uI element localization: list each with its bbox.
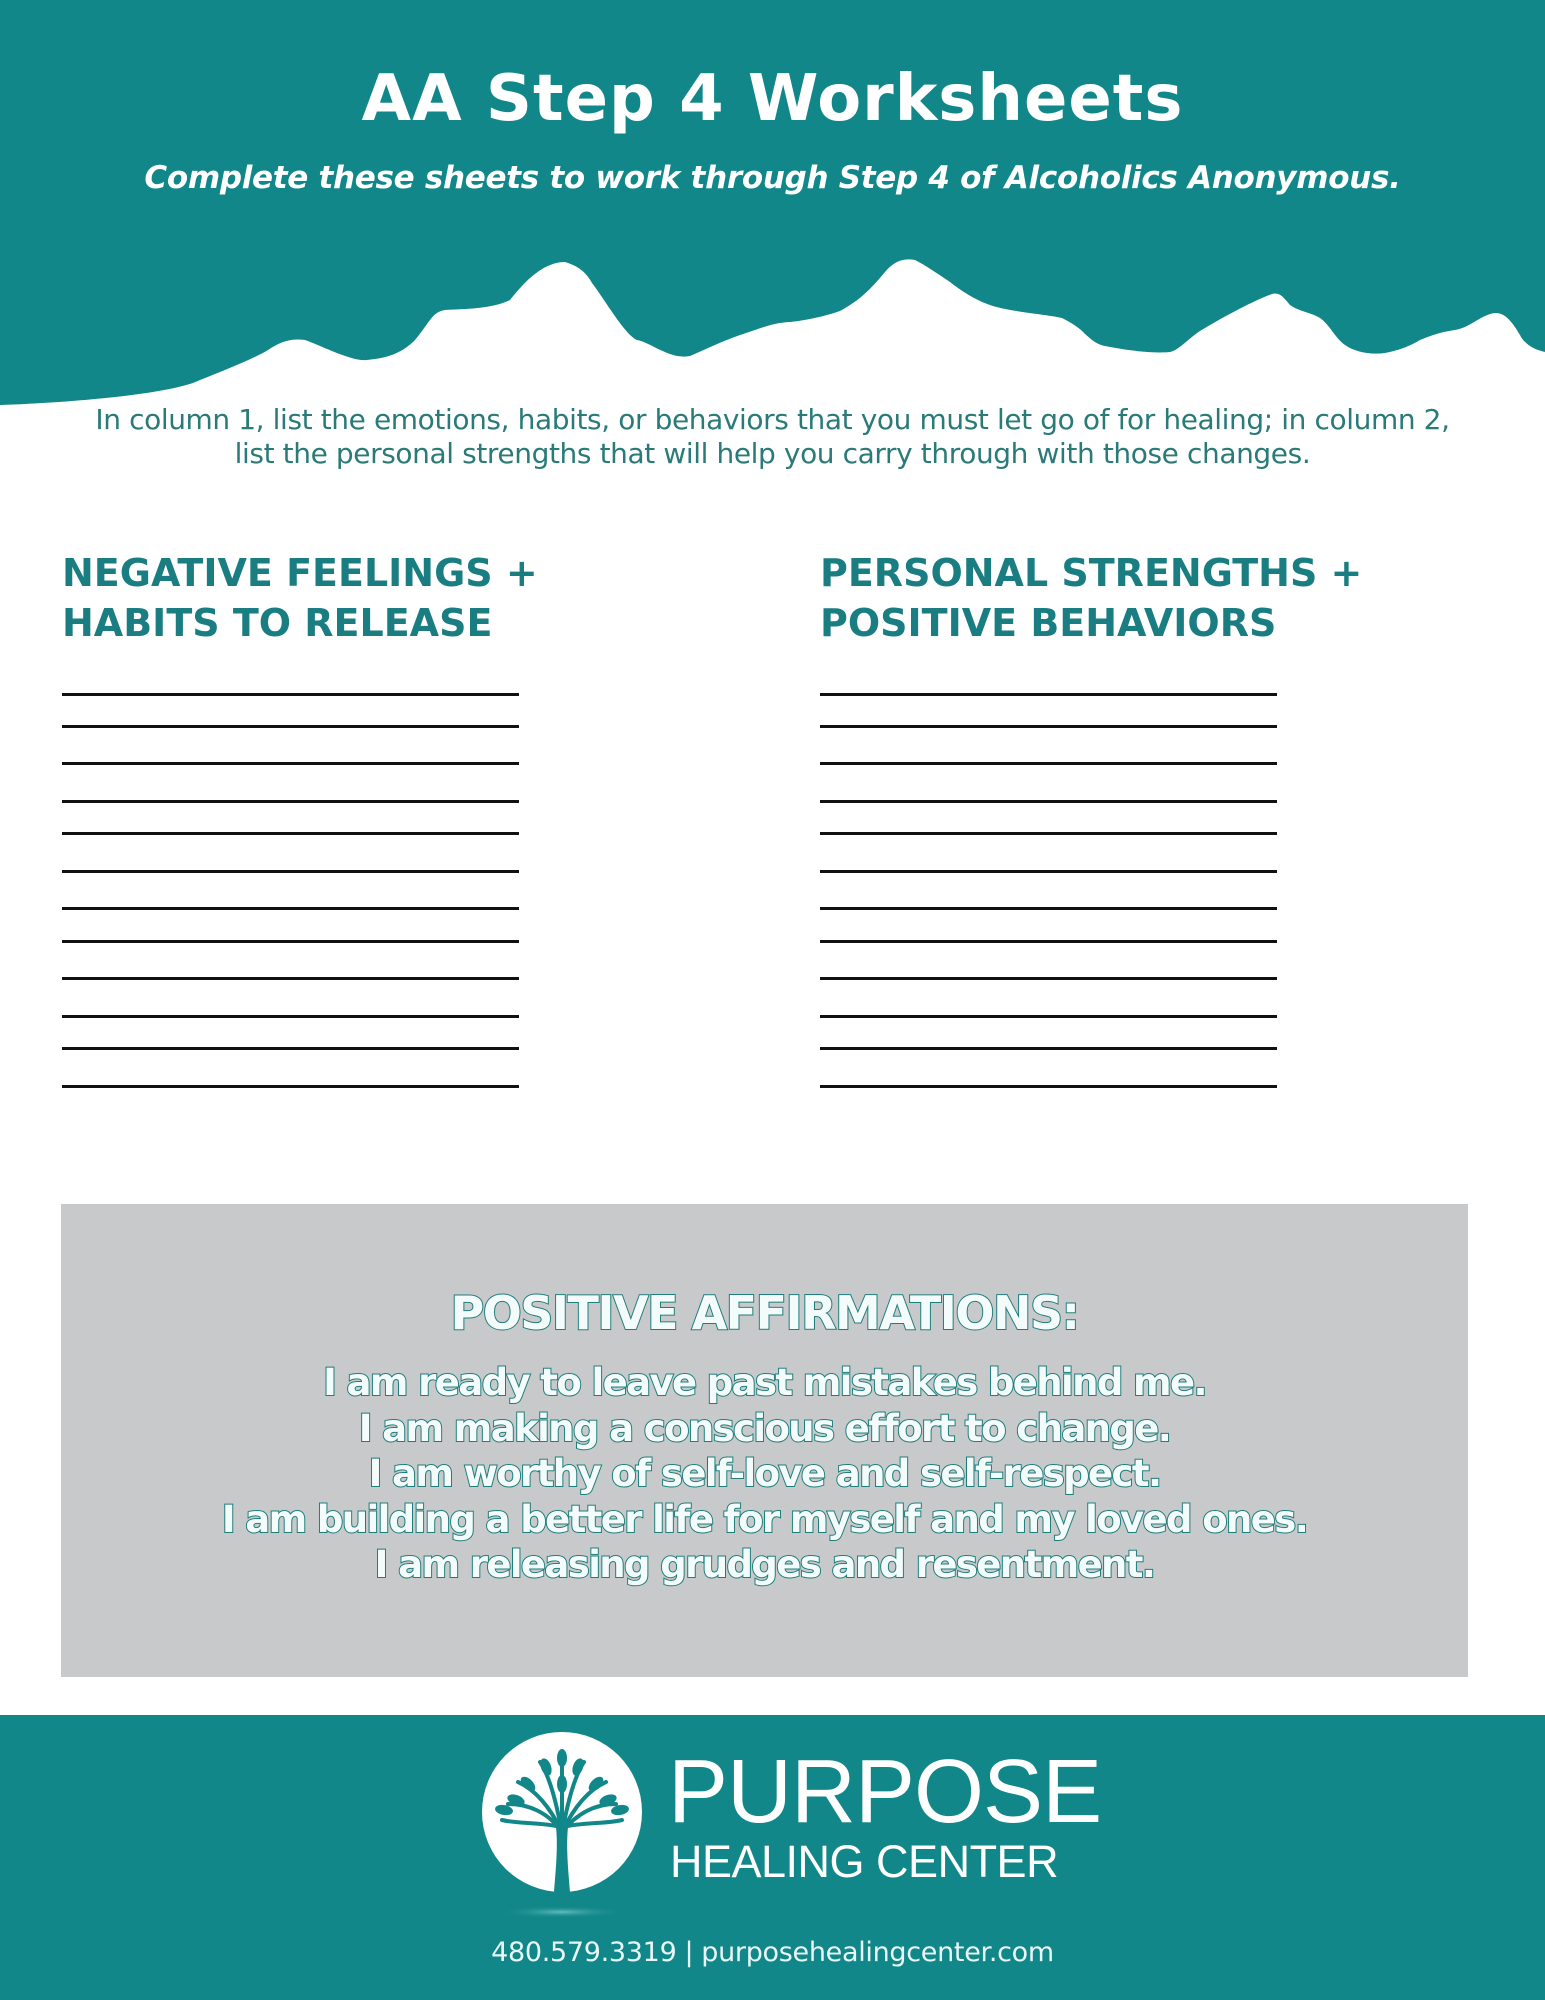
column-1-heading: [62, 548, 582, 648]
writing-line[interactable]: [820, 977, 1277, 980]
contact-separator: |: [684, 1937, 694, 1968]
writing-line[interactable]: [820, 800, 1277, 803]
positive-affirmations-box: [61, 1204, 1468, 1677]
writing-line[interactable]: [62, 1085, 519, 1088]
writing-line[interactable]: [820, 693, 1277, 696]
writing-line[interactable]: [62, 940, 519, 943]
affirmation-item: I am ready to leave past mistakes behind me.: [323, 1361, 1206, 1404]
instructions-line-2: list the personal strengths that will help you carry through with those changes.: [234, 437, 1311, 470]
column-1-heading-line-2: HABITS TO RELEASE: [62, 601, 493, 645]
writing-line[interactable]: [820, 832, 1277, 835]
affirmations-title: POSITIVE AFFIRMATIONS:: [450, 1286, 1079, 1340]
writing-line[interactable]: [820, 1047, 1277, 1050]
brand-name-line-2: HEALING CENTER: [670, 1836, 1059, 1887]
writing-line[interactable]: [820, 725, 1277, 728]
instructions-line-1: In column 1, list the emotions, habits, or behaviors that you must let go of for healing; in column 2,: [95, 403, 1450, 436]
contact-info: [0, 1937, 1545, 1968]
footer: [0, 1715, 1545, 2000]
column-1-heading-line-1: NEGATIVE FEELINGS +: [62, 551, 538, 595]
writing-line[interactable]: [62, 1015, 519, 1018]
writing-line[interactable]: [820, 870, 1277, 873]
writing-line[interactable]: [820, 1015, 1277, 1018]
writing-line[interactable]: [62, 762, 519, 765]
writing-line[interactable]: [820, 940, 1277, 943]
affirmation-item: I am worthy of self-love and self-respect.: [368, 1452, 1161, 1495]
writing-line[interactable]: [62, 977, 519, 980]
column-2-heading-line-2: POSITIVE BEHAVIORS: [820, 601, 1277, 645]
affirmation-item: I am releasing grudges and resentment.: [374, 1543, 1155, 1586]
writing-line[interactable]: [62, 1047, 519, 1050]
tree-in-circle-icon: [478, 1732, 646, 1922]
affirmation-item: I am building a better life for myself and my loved ones.: [221, 1497, 1308, 1541]
writing-line[interactable]: [62, 725, 519, 728]
affirmation-item: I am making a conscious effort to change.: [358, 1406, 1171, 1450]
phone-number[interactable]: 480.579.3319: [491, 1937, 677, 1968]
page-title: AA Step 4 Worksheets: [361, 62, 1184, 136]
writing-line[interactable]: [62, 907, 519, 910]
writing-line[interactable]: [62, 832, 519, 835]
website-link[interactable]: purposehealingcenter.com: [701, 1937, 1054, 1968]
brand-name-line-1: PURPOSE: [668, 1742, 1102, 1842]
writing-line[interactable]: [820, 1085, 1277, 1088]
writing-line[interactable]: [62, 800, 519, 803]
column-2-heading-line-1: PERSONAL STRENGTHS +: [820, 551, 1363, 595]
instructions-text: [20, 403, 1525, 471]
page-subtitle: Complete these sheets to work through Step 4 of Alcoholics Anonymous.: [144, 160, 1401, 196]
writing-line[interactable]: [820, 907, 1277, 910]
writing-line[interactable]: [820, 762, 1277, 765]
column-2-heading: [820, 548, 1440, 648]
writing-line[interactable]: [62, 870, 519, 873]
writing-line[interactable]: [62, 693, 519, 696]
affirmations-list: [61, 1360, 1468, 1588]
